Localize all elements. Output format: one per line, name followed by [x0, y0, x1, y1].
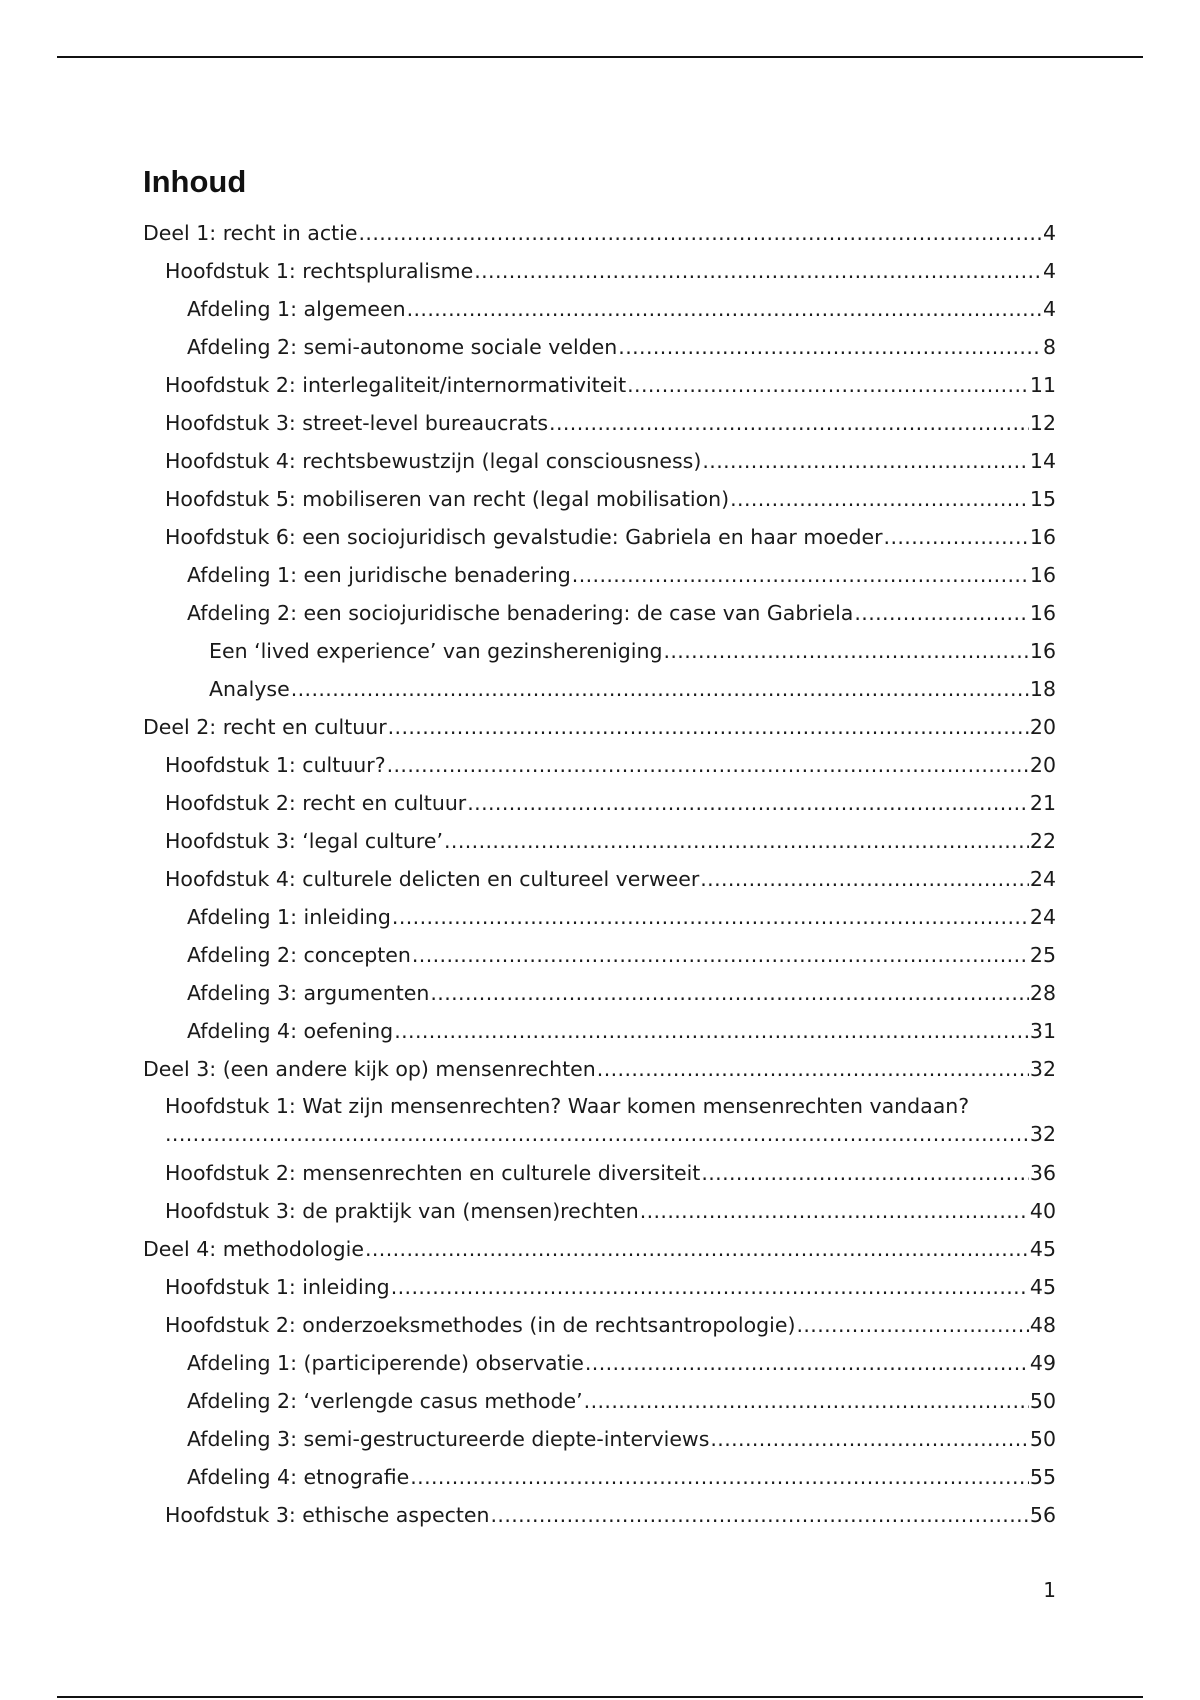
toc-entry-label: Afdeling 1: algemeen [187, 297, 406, 321]
toc-entry-page: 20 [1029, 753, 1056, 777]
toc-entry[interactable] [143, 522, 1056, 560]
toc-entry[interactable] [143, 712, 1056, 750]
toc-entry[interactable] [143, 560, 1056, 598]
toc-entry[interactable] [143, 1462, 1056, 1500]
toc-entry-page: 16 [1029, 525, 1056, 549]
toc-entry[interactable] [143, 256, 1056, 294]
toc-entry-label: Hoofdstuk 3: street-level bureaucrats [165, 411, 549, 435]
toc-entry[interactable] [143, 370, 1056, 408]
toc-entry[interactable] [143, 1196, 1056, 1234]
toc-entry-page: 50 [1029, 1389, 1056, 1413]
toc-entry-label: Hoofdstuk 5: mobiliseren van recht (legal mobilisation) [165, 487, 730, 511]
toc-entry[interactable] [143, 408, 1056, 446]
toc-dot-leader [710, 1424, 1029, 1454]
toc-entry-label: Hoofdstuk 2: onderzoeksmethodes (in de rechtsantropologie) [165, 1313, 796, 1337]
toc-entry[interactable] [143, 636, 1056, 674]
toc-dot-leader [700, 864, 1029, 894]
toc-entry-label: Hoofdstuk 4: rechtsbewustzijn (legal consciousness) [165, 449, 702, 473]
toc-entry[interactable] [143, 332, 1056, 370]
toc-entry[interactable] [143, 788, 1056, 826]
toc-dot-leader [730, 484, 1029, 514]
toc-entry-page: 24 [1029, 867, 1056, 891]
toc-entry[interactable] [143, 598, 1056, 636]
toc-dot-leader [358, 218, 1041, 248]
toc-entry-label: Hoofdstuk 3: ‘legal culture’ [165, 829, 444, 853]
toc-entry[interactable] [143, 674, 1056, 712]
toc-dot-leader [392, 902, 1029, 932]
toc-entry[interactable] [143, 940, 1056, 978]
toc-dot-leader [444, 826, 1029, 856]
toc-entry-label: Hoofdstuk 2: recht en cultuur [165, 791, 467, 815]
toc-entry-label: Deel 2: recht en cultuur [143, 715, 387, 739]
table-of-contents [143, 218, 1056, 1538]
toc-dot-leader [597, 1054, 1029, 1084]
header-rule [57, 56, 1143, 58]
toc-entry-page: 15 [1029, 487, 1056, 511]
toc-entry[interactable] [143, 446, 1056, 484]
page-number: 1 [1043, 1578, 1056, 1602]
toc-entry-label: Hoofdstuk 1: Wat zijn mensenrechten? Waar komen mensenrechten vandaan? [165, 1094, 970, 1118]
toc-entry-label: Afdeling 2: concepten [187, 943, 411, 967]
toc-entry-label: Een ‘lived experience’ van gezinshereniging [209, 639, 663, 663]
toc-entry[interactable] [143, 1234, 1056, 1272]
toc-dot-leader [410, 1462, 1029, 1492]
toc-entry-page: 11 [1029, 373, 1056, 397]
toc-entry[interactable] [143, 1424, 1056, 1462]
toc-dot-leader [640, 1196, 1029, 1226]
toc-entry-label: Deel 4: methodologie [143, 1237, 364, 1261]
toc-entry-page: 56 [1029, 1503, 1056, 1527]
toc-entry-page: 32 [1029, 1122, 1056, 1146]
toc-entry-label: Analyse [209, 677, 290, 701]
toc-entry-label: Afdeling 4: etnografie [187, 1465, 410, 1489]
toc-entry[interactable] [143, 750, 1056, 788]
toc-entry[interactable] [143, 218, 1056, 256]
toc-dot-leader [572, 560, 1029, 590]
toc-entry-page: 21 [1029, 791, 1056, 815]
toc-entry-label: Hoofdstuk 1: inleiding [165, 1275, 390, 1299]
toc-dot-leader [387, 750, 1029, 780]
toc-dot-leader [702, 446, 1029, 476]
footer-rule [57, 1696, 1143, 1698]
toc-entry-label: Afdeling 1: een juridische benadering [187, 563, 571, 587]
toc-entry[interactable] [143, 1386, 1056, 1424]
toc-dot-leader [585, 1348, 1029, 1378]
toc-entry-label: Hoofdstuk 2: interlegaliteit/internormativiteit [165, 373, 627, 397]
toc-entry-label: Deel 1: recht in actie [143, 221, 358, 245]
toc-entry-page: 20 [1029, 715, 1056, 739]
toc-entry-page: 4 [1042, 259, 1056, 283]
toc-dot-leader [884, 522, 1029, 552]
toc-dot-leader [467, 788, 1029, 818]
toc-dot-leader [412, 940, 1029, 970]
toc-entry-label: Hoofdstuk 3: ethische aspecten [165, 1503, 490, 1527]
toc-entry-label: Afdeling 3: semi-gestructureerde diepte-interviews [187, 1427, 710, 1451]
toc-entry[interactable] [143, 1348, 1056, 1386]
toc-entry[interactable] [143, 1310, 1056, 1348]
toc-dot-leader [618, 332, 1042, 362]
toc-entry-page: 40 [1029, 1199, 1056, 1223]
toc-entry-page: 16 [1029, 601, 1056, 625]
toc-entry[interactable] [143, 978, 1056, 1016]
toc-entry-page: 22 [1029, 829, 1056, 853]
toc-entry-page: 50 [1029, 1427, 1056, 1451]
toc-entry-page: 31 [1029, 1019, 1056, 1043]
toc-dot-leader [394, 1016, 1029, 1046]
toc-dot-leader [291, 674, 1029, 704]
toc-entry[interactable] [143, 1092, 1056, 1158]
toc-dot-leader [549, 408, 1029, 438]
toc-entry[interactable] [143, 1158, 1056, 1196]
toc-entry[interactable] [143, 484, 1056, 522]
toc-entry-label: Hoofdstuk 2: mensenrechten en culturele diversiteit [165, 1161, 701, 1185]
toc-dot-leader [407, 294, 1042, 324]
toc-entry-label: Deel 3: (een andere kijk op) mensenrechten [143, 1057, 596, 1081]
toc-dot-leader [627, 370, 1029, 400]
toc-entry-label: Afdeling 3: argumenten [187, 981, 430, 1005]
toc-entry[interactable] [143, 902, 1056, 940]
toc-entry-page: 36 [1029, 1161, 1056, 1185]
toc-entry-label: Hoofdstuk 4: culturele delicten en cultureel verweer [165, 867, 700, 891]
toc-entry-label: Afdeling 2: semi-autonome sociale velden [187, 335, 618, 359]
toc-entry-page: 28 [1029, 981, 1056, 1005]
toc-entry-page: 45 [1029, 1237, 1056, 1261]
toc-entry-page: 45 [1029, 1275, 1056, 1299]
toc-entry[interactable] [143, 1272, 1056, 1310]
toc-entry-page: 55 [1029, 1465, 1056, 1489]
toc-entry[interactable] [143, 1054, 1056, 1092]
toc-entry[interactable] [143, 294, 1056, 332]
toc-entry-label: Hoofdstuk 6: een sociojuridisch gevalstudie: Gabriela en haar moeder [165, 525, 883, 549]
toc-dot-leader [474, 256, 1042, 286]
toc-entry-label: Afdeling 2: een sociojuridische benadering: de case van Gabriela [187, 601, 854, 625]
toc-entry-page: 4 [1042, 221, 1056, 245]
toc-entry-label: Hoofdstuk 1: cultuur? [165, 753, 386, 777]
toc-entry-page: 32 [1029, 1057, 1056, 1081]
toc-entry[interactable] [143, 1500, 1056, 1538]
toc-dot-leader [391, 1272, 1029, 1302]
toc-dot-leader [430, 978, 1029, 1008]
toc-entry-page: 8 [1042, 335, 1056, 359]
toc-dot-leader [491, 1500, 1029, 1530]
toc-entry-label: Afdeling 1: (participerende) observatie [187, 1351, 584, 1375]
toc-entry[interactable] [143, 826, 1056, 864]
toc-entry-page: 4 [1042, 297, 1056, 321]
toc-entry-page: 16 [1029, 639, 1056, 663]
toc-entry-page: 18 [1029, 677, 1056, 701]
toc-entry-page: 25 [1029, 943, 1056, 967]
toc-title: Inhoud [143, 164, 247, 199]
toc-entry-label: Hoofdstuk 3: de praktijk van (mensen)rechten [165, 1199, 639, 1223]
toc-entry-page: 16 [1029, 563, 1056, 587]
toc-dot-leader [854, 598, 1029, 628]
toc-dot-leader [701, 1158, 1029, 1188]
toc-entry-page: 12 [1029, 411, 1056, 435]
toc-entry-label: Afdeling 2: ‘verlengde casus methode’ [187, 1389, 583, 1413]
toc-entry[interactable] [143, 864, 1056, 902]
toc-entry-label: Afdeling 4: oefening [187, 1019, 394, 1043]
toc-dot-leader [365, 1234, 1029, 1264]
toc-dot-leader [584, 1386, 1029, 1416]
toc-entry-page: 48 [1029, 1313, 1056, 1337]
toc-entry-label: Hoofdstuk 1: rechtspluralisme [165, 259, 474, 283]
toc-dot-leader [663, 636, 1028, 666]
toc-dot-leader [165, 1120, 1030, 1148]
toc-dot-leader [388, 712, 1029, 742]
toc-entry-page: 14 [1029, 449, 1056, 473]
toc-dot-leader [796, 1310, 1028, 1340]
toc-entry-label: Afdeling 1: inleiding [187, 905, 391, 929]
toc-entry-page: 24 [1029, 905, 1056, 929]
toc-entry-page: 49 [1029, 1351, 1056, 1375]
toc-entry[interactable] [143, 1016, 1056, 1054]
